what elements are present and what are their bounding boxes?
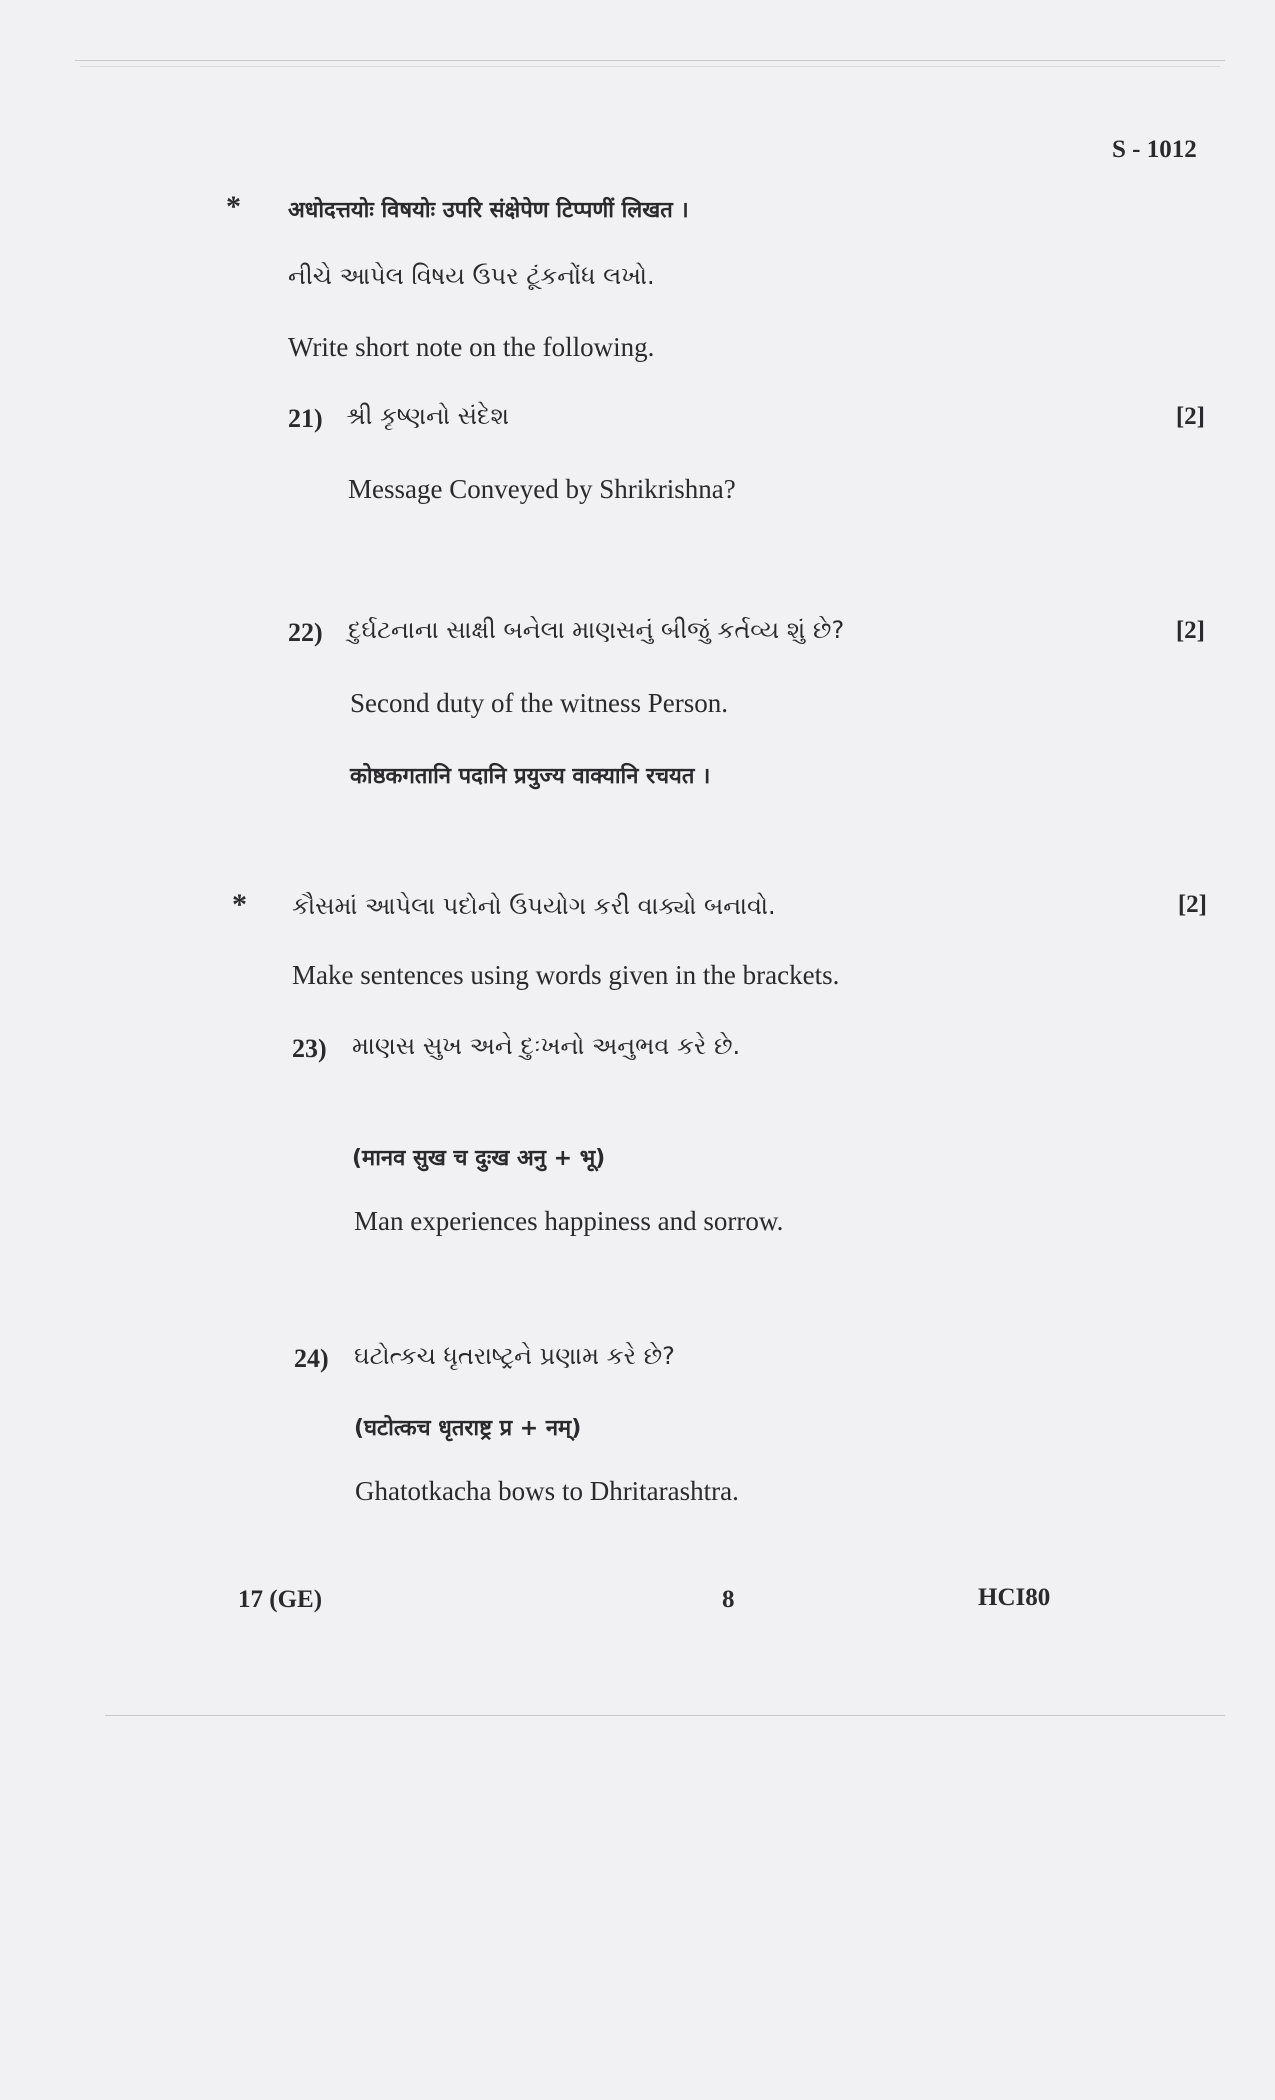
question-24-hint: (घटोत्कच धृतराष्ट्र प्र + नम्) [354,1416,582,1441]
question-21-gujarati: શ્રી કૃષ્ણનો સંદેશ [346,402,509,430]
bullet-asterisk: * [226,190,241,223]
question-23-hint: (मानव सुख च दुःख अनु + भू) [352,1146,606,1171]
question-21-english: Message Conveyed by Shrikrishna? [348,474,736,504]
question-number-22: 22) [288,618,323,647]
question-22-marks: [2] [1175,617,1205,644]
section2-instruction-gujarati: કૌસમાં આપેલા પદોનો ઉપયોગ કરી વાક્યો બનાવો. [292,892,776,920]
sheet-edge-top-2 [80,66,1220,67]
instruction-english: Write short note on the following. [288,332,655,362]
instruction-gujarati: નીચે આપેલ વિષય ઉપર ટૂંકનોંધ લખો. [288,262,655,290]
page-number: 8 [722,1586,735,1613]
question-24-gujarati: ઘટોત્કચ ધૃતરાષ્ટ્રને પ્રણામ કરે છે? [354,1342,675,1370]
question-number-23: 23) [292,1034,327,1063]
question-21-marks: [2] [1175,403,1205,430]
question-22-english: Second duty of the witness Person. [350,688,728,718]
question-number-21: 21) [288,404,323,433]
paper-code: S - 1012 [1112,136,1197,163]
sheet-edge-top [75,60,1225,61]
question-23-gujarati: માણસ સુખ અને દુઃખનો અનુભવ કરે છે. [352,1032,741,1060]
section2-instruction-english: Make sentences using words given in the brackets. [292,960,840,990]
sheet-edge-bottom [105,1715,1225,1716]
footer-code-right: HCI80 [978,1584,1051,1611]
instruction-sanskrit: अधोदत्तयोः विषयोः उपरि संक्षेपेण टिप्पणीं लिखत । [288,198,689,223]
section2-marks: [2] [1177,891,1207,918]
question-24-english: Ghatotkacha bows to Dhritarashtra. [355,1476,739,1506]
question-23-english: Man experiences happiness and sorrow. [354,1206,784,1236]
question-22-gujarati: દુર્ઘટનાના સાક્ષી બનેલા માણસનું બીજું કર્તવ્ય શું છે? [348,616,845,644]
question-number-24: 24) [294,1344,329,1373]
footer-code-left: 17 (GE) [238,1586,323,1613]
section2-instruction-sanskrit: कोष्ठकगतानि पदानि प्रयुज्य वाक्यानि रचयत । [350,764,711,789]
bullet-asterisk-2: * [232,888,247,921]
